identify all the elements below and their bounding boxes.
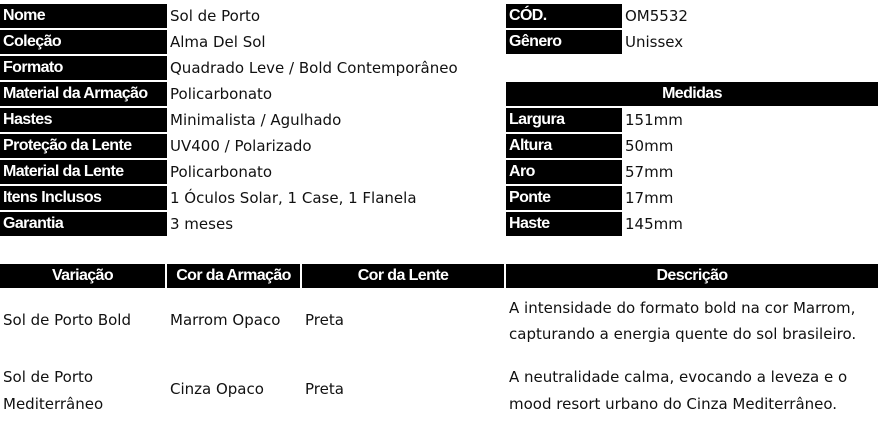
variation-name-line: Mediterrâneo [3,395,104,413]
label-genero: Gênero [506,30,622,54]
value-genero: Unissex [625,33,684,51]
variation-name-line: Sol de Porto Bold [3,311,131,329]
table-row-frame-color: Marrom Opaco [170,311,281,329]
label-largura: Largura [506,108,622,132]
table-row-variation-name [0,364,103,418]
label-haste: Haste [506,212,622,236]
label-codigo: CÓD. [506,4,622,28]
table-row-description [506,295,856,347]
table-row-lens-color: Preta [305,380,344,398]
label-protecao-lente: Proteção da Lente [0,134,167,158]
value-ponte: 17mm [625,189,674,207]
header-descricao: Descrição [506,264,878,288]
value-material-lente: Policarbonato [170,163,273,181]
label-nome: Nome [0,4,167,28]
label-colecao: Coleção [0,30,167,54]
value-itens-inclusos: 1 Óculos Solar, 1 Case, 1 Flanela [170,189,417,207]
measures-title: Medidas [506,82,878,106]
value-material-armacao: Policarbonato [170,85,273,103]
value-hastes: Minimalista / Agulhado [170,111,342,129]
value-nome: Sol de Porto [170,7,261,25]
value-aro: 57mm [625,163,674,181]
value-protecao-lente: UV400 / Polarizado [170,137,312,155]
label-aro: Aro [506,160,622,184]
header-cor-armacao: Cor da Armação [167,264,300,288]
label-hastes: Hastes [0,108,167,132]
description-line: capturando a energia quente do sol brasileiro. [509,325,857,343]
header-variacao: Variação [0,264,165,288]
value-garantia: 3 meses [170,215,234,233]
value-codigo: OM5532 [625,7,688,25]
label-formato: Formato [0,56,167,80]
label-garantia: Garantia [0,212,167,236]
description-line: A neutralidade calma, evocando a leveza e o [509,368,848,386]
value-haste: 145mm [625,215,683,233]
variation-name-line: Sol de Porto [3,368,94,386]
description-line: mood resort urbano do Cinza Mediterrâneo. [509,395,838,413]
label-ponte: Ponte [506,186,622,210]
value-formato: Quadrado Leve / Bold Contemporâneo [170,59,458,77]
table-row-description [506,364,847,418]
label-itens-inclusos: Itens Inclusos [0,186,167,210]
value-largura: 151mm [625,111,683,129]
label-altura: Altura [506,134,622,158]
table-row-variation-name [0,309,131,331]
value-altura: 50mm [625,137,674,155]
value-colecao: Alma Del Sol [170,33,266,51]
header-cor-lente: Cor da Lente [302,264,504,288]
description-line: A intensidade do formato bold na cor Marrom, [509,299,856,317]
label-material-lente: Material da Lente [0,160,167,184]
label-material-armacao: Material da Armação [0,82,167,106]
table-row-frame-color: Cinza Opaco [170,380,264,398]
table-row-lens-color: Preta [305,311,344,329]
